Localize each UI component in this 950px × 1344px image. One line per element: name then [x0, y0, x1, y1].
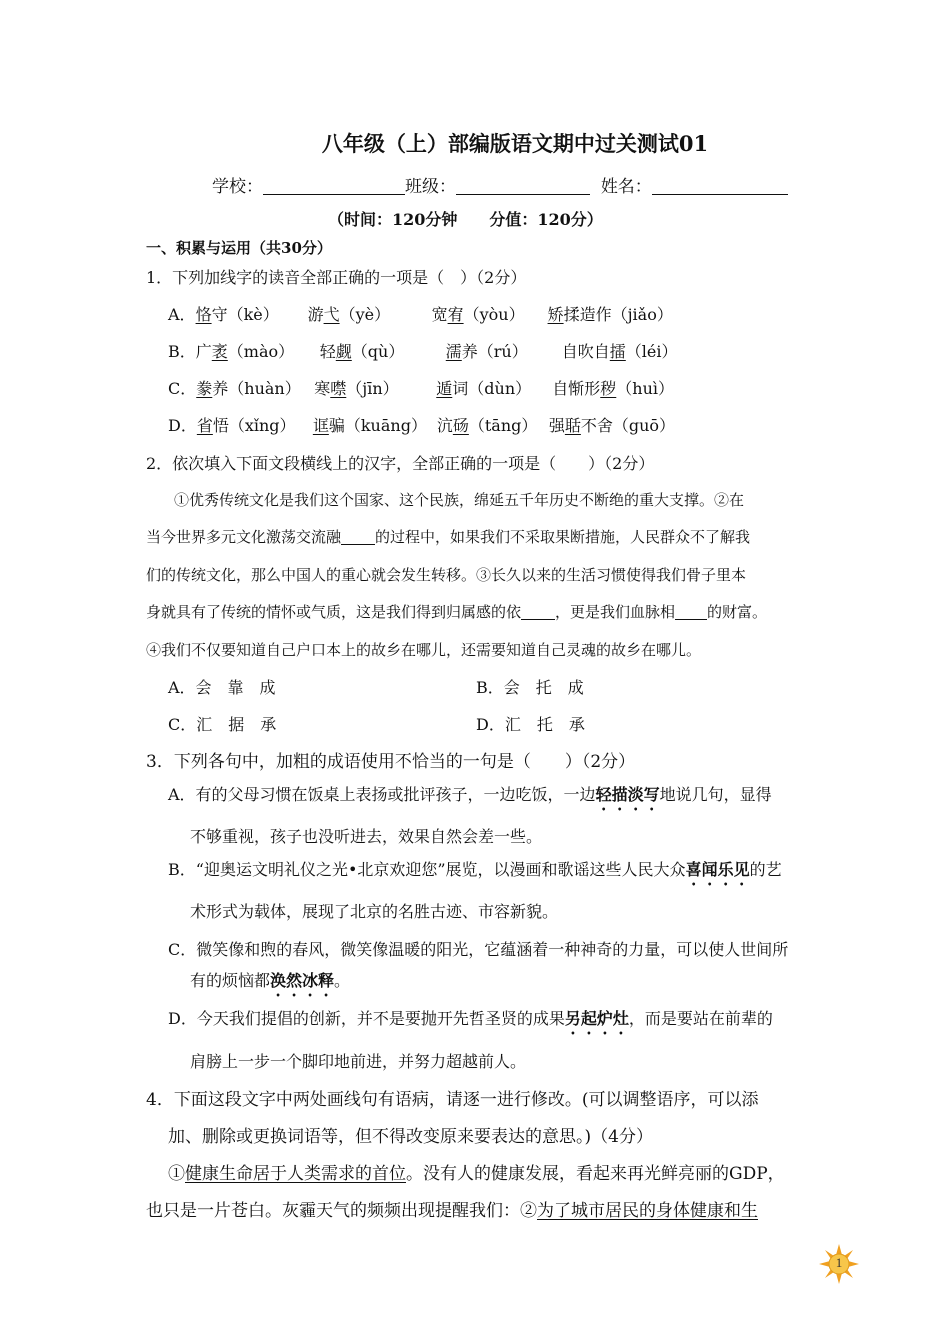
page-number: 1 — [835, 1255, 843, 1270]
underlined-char: 诓 — [312, 416, 329, 435]
option-text: （léi） — [625, 342, 678, 361]
passage-line: ①优秀传统文化是我们这个国家、这个民族，绵延五千年历史不断绝的重大支撑。②在 — [174, 491, 745, 509]
question-1-stem: 1．下列加线字的读音全部正确的一项是（ ）（2分） — [146, 268, 527, 287]
question-4-stem-cont: 加、删除或更换词语等，但不得改变原来要表达的意思。)（4分） — [168, 1127, 653, 1147]
passage-text: 。没有人的健康发展，看起来再光鲜亮丽的GDP， — [406, 1164, 785, 1184]
passage-text: 身就具有了传统的情怀或气质，这是我们得到归属感的依 — [146, 603, 522, 621]
underlined-char: 觑 — [335, 342, 352, 361]
passage-line — [146, 526, 750, 548]
option-text: 的艺 — [749, 860, 782, 879]
option-text: （huì） — [616, 379, 675, 398]
option-text: 自惭形 — [552, 379, 601, 398]
q3-option-d-cont: 肩膀上一步一个脚印地前进，并努力超越前人。 — [190, 1052, 527, 1071]
underlined-char: 豢 — [196, 379, 213, 398]
underlined-char: 袤 — [211, 342, 228, 361]
underlined-char: 弋 — [323, 305, 340, 324]
q2-option-d[interactable]: D．汇 托 承 — [476, 715, 585, 734]
q3-option-c[interactable]: C．微笑像和煦的春风，微笑像温暖的阳光，它蕴涵着一种神奇的力量，可以使人世间所 — [168, 940, 789, 959]
passage-line — [146, 601, 767, 623]
q1-option-b[interactable] — [168, 341, 678, 363]
fill-blank[interactable] — [341, 528, 375, 545]
option-text: 宽 — [431, 305, 448, 324]
option-text: 词（dùn） — [452, 379, 532, 398]
section-heading: 一、积累与运用（共30分） — [146, 239, 332, 257]
option-text: 骗（kuāng） — [328, 416, 427, 435]
underlined-char: 聒 — [564, 416, 581, 435]
option-text: A．有的父母习惯在饭桌上表扬或批评孩子，一边吃饭，一边 — [168, 785, 596, 804]
option-text: （mào） — [227, 342, 295, 361]
option-text: 游 — [307, 305, 324, 324]
passage-line: ④我们不仅要知道自己户口本上的故乡在哪儿，还需要知道自己灵魂的故乡在哪儿。 — [146, 641, 702, 659]
option-text: 沆 — [436, 416, 453, 435]
option-text: 。 — [334, 971, 351, 990]
option-label: A． — [168, 305, 196, 324]
name-label: 姓名： — [600, 177, 652, 197]
underlined-char: 秽 — [600, 379, 617, 398]
option-text: 地说几句，显得 — [659, 785, 772, 804]
q3-option-a-cont: 不够重视，孩子也没听进去，效果自然会差一些。 — [190, 827, 543, 846]
option-text: 有的烦恼都 — [190, 971, 271, 990]
passage-text: 的财富。 — [707, 603, 768, 621]
option-label: D． — [168, 416, 197, 435]
fill-blank[interactable] — [521, 603, 555, 620]
option-text: 悟（xǐng） — [212, 416, 296, 435]
q4-passage-line — [146, 1200, 758, 1222]
q3-option-a[interactable] — [168, 784, 772, 814]
q1-option-c[interactable] — [168, 378, 674, 400]
option-label: C． — [168, 379, 197, 398]
underlined-sentence: 为了城市居民的身体健康和生 — [537, 1201, 758, 1221]
option-text: D．今天我们提倡的创新，并不是要抛开先哲圣贤的成果 — [168, 1009, 565, 1028]
class-blank[interactable] — [456, 178, 590, 195]
q2-option-b[interactable]: B．会 托 成 — [476, 678, 584, 697]
option-text: （yòu） — [463, 305, 525, 324]
passage-text: 当今世界多元文化激荡交流融 — [146, 528, 342, 546]
question-4-stem: 4．下面这段文字中两处画线句有语病，请逐一进行修改。(可以调整语序，可以添 — [146, 1090, 759, 1110]
underlined-char: 濡 — [445, 342, 462, 361]
bold-idiom: 喜闻乐见 — [685, 860, 750, 879]
option-text: 养（huàn） — [212, 379, 301, 398]
option-text: 寒 — [314, 379, 331, 398]
option-text: 自吹自 — [561, 342, 610, 361]
underlined-char: 恪 — [195, 305, 212, 324]
option-label: B． — [168, 342, 196, 361]
q2-option-c[interactable]: C．汇 据 承 — [168, 715, 277, 734]
option-text: 不舍（guō） — [580, 416, 676, 435]
bold-idiom: 轻描淡写 — [595, 785, 660, 804]
student-info-row — [212, 176, 788, 198]
name-blank[interactable] — [652, 178, 788, 195]
fill-blank[interactable] — [675, 603, 707, 620]
option-text: （tāng） — [468, 416, 538, 435]
underlined-char: 省 — [196, 416, 213, 435]
option-text: 轻 — [319, 342, 336, 361]
q1-option-a[interactable] — [168, 304, 673, 326]
q4-passage-line — [168, 1163, 785, 1185]
option-text: 养（rú） — [461, 342, 528, 361]
bold-idiom: 涣然冰释 — [270, 971, 335, 990]
q3-option-b-cont: 术形式为载体，展现了北京的名胜古迹、市容新貌。 — [190, 902, 559, 921]
passage-line: 们的传统文化，那么中国人的重心就会发生转移。③长久以来的生活习惯使得我们骨子里本 — [146, 566, 747, 584]
class-label: 班级： — [405, 177, 456, 197]
option-text: B．“迎奥运文明礼仪之光•北京欢迎您”展览，以漫画和歌谣这些人民大众 — [168, 860, 686, 879]
option-text: 守（kè） — [211, 305, 279, 324]
school-label: 学校： — [212, 177, 263, 197]
option-text: ，而是要站在前辈的 — [628, 1009, 773, 1028]
option-text: （jīn） — [346, 379, 399, 398]
page-number-badge — [818, 1243, 860, 1285]
q1-option-d[interactable] — [168, 415, 675, 437]
underlined-char: 擂 — [609, 342, 626, 361]
passage-text: 也只是一片苍白。灰霾天气的频频出现提醒我们：② — [146, 1201, 537, 1221]
option-text: （yè） — [339, 305, 391, 324]
option-text: （qù） — [351, 342, 405, 361]
passage-text: 的过程中，如果我们不采取果断措施，人民群众不了解我 — [375, 528, 751, 546]
question-3-stem: 3．下列各句中，加粗的成语使用不恰当的一句是（ ）（2分） — [146, 752, 636, 772]
school-blank[interactable] — [263, 178, 405, 195]
underlined-char: 噤 — [330, 379, 347, 398]
time-score: （时间：120分钟 分值：120分） — [328, 210, 603, 229]
underlined-char: 宥 — [447, 305, 464, 324]
q3-option-d[interactable] — [168, 1008, 773, 1038]
page-title: 八年级（上）部编版语文期中过关测试01 — [321, 131, 709, 156]
bold-idiom: 另起炉灶 — [564, 1009, 629, 1028]
q3-option-b[interactable] — [168, 859, 782, 889]
q3-option-c-cont — [190, 970, 350, 1000]
option-text: 广 — [195, 342, 212, 361]
underlined-char: 遁 — [436, 379, 453, 398]
question-2-stem: 2．依次填入下面文段横线上的汉字，全部正确的一项是（ ）（2分） — [146, 454, 655, 473]
underlined-sentence: 健康生命居于人类需求的首位 — [185, 1164, 406, 1184]
passage-text: ① — [168, 1164, 185, 1184]
underlined-char: 矫 — [547, 305, 564, 324]
option-text: 强 — [548, 416, 565, 435]
underlined-char: 砀 — [452, 416, 469, 435]
q2-option-a[interactable]: A．会 靠 成 — [168, 678, 276, 697]
passage-text: ，更是我们血脉相 — [555, 603, 676, 621]
option-text: 揉造作（jiǎo） — [563, 305, 673, 324]
